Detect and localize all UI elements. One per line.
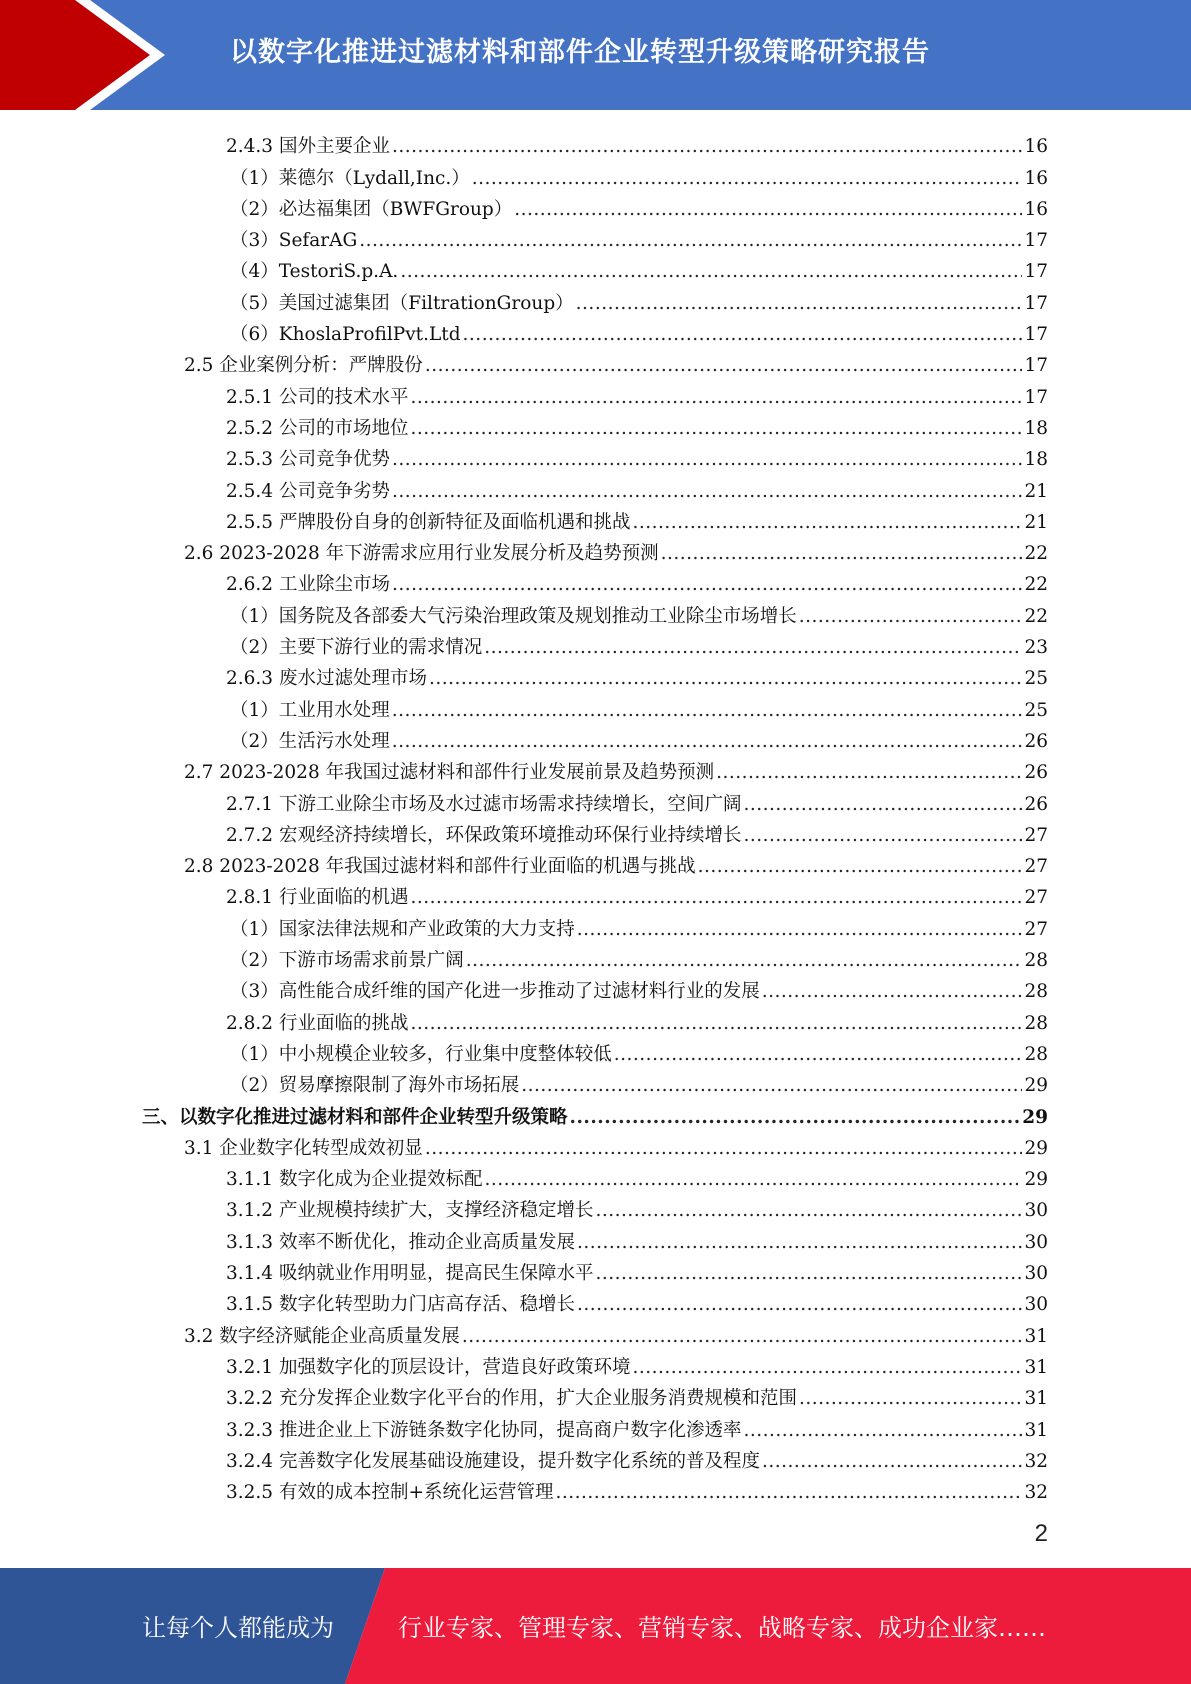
toc-entry[interactable] xyxy=(226,566,1048,597)
toc-entry[interactable] xyxy=(230,1067,1048,1098)
toc-leader-dots xyxy=(632,1356,1022,1380)
toc-entry-page: 25 xyxy=(1024,699,1048,721)
toc-entry-page: 29 xyxy=(1024,1169,1048,1191)
toc-entry-page: 32 xyxy=(1024,1450,1048,1472)
toc-leader-dots xyxy=(555,1481,1022,1505)
toc-entry-page: 30 xyxy=(1024,1263,1048,1285)
toc-entry[interactable] xyxy=(226,472,1048,503)
toc-entry-label: 2.8.2 行业面临的挑战 xyxy=(226,1012,409,1034)
toc-entry-label: 2.5.3 公司竞争优势 xyxy=(226,449,390,471)
toc-leader-dots xyxy=(614,1043,1023,1067)
toc-entry-label: 2.5.4 公司竞争劣势 xyxy=(226,480,390,502)
toc-leader-dots xyxy=(570,1106,1021,1130)
toc-entry-page: 31 xyxy=(1024,1356,1048,1378)
toc-leader-dots xyxy=(743,1419,1022,1443)
toc-entry-page: 22 xyxy=(1024,605,1048,627)
toc-entry-label: 2.8 2023-2028 年我国过滤材料和部件行业面临的机遇与挑战 xyxy=(184,856,696,878)
toc-entry[interactable] xyxy=(226,1192,1048,1223)
toc-entry-page: 18 xyxy=(1024,449,1048,471)
toc-entry-label: （4）TestoriS.p.A. xyxy=(230,261,399,283)
toc-entry[interactable] xyxy=(230,723,1048,754)
toc-leader-dots xyxy=(632,511,1022,535)
toc-leader-dots xyxy=(462,1325,1023,1349)
toc-entry-page: 28 xyxy=(1024,1012,1048,1034)
footer-slogan-right: 行业专家、管理专家、营销专家、战略专家、成功企业家…… xyxy=(398,1614,1046,1642)
toc-entry[interactable] xyxy=(184,1130,1048,1161)
toc-entry-page: 25 xyxy=(1024,668,1048,690)
page-number: 2 xyxy=(1034,1520,1048,1547)
toc-leader-dots xyxy=(410,1012,1022,1036)
toc-entry[interactable] xyxy=(226,128,1048,159)
toc-entry-page: 29 xyxy=(1022,1106,1048,1128)
toc-leader-dots xyxy=(762,1450,1022,1474)
toc-entry-page: 22 xyxy=(1024,574,1048,596)
toc-leader-dots xyxy=(392,135,1022,159)
toc-entry-label: 3.2 数字经济赋能企业高质量发展 xyxy=(184,1325,460,1347)
toc-entry-label: 3.2.1 加强数字化的顶层设计，营造良好政策环境 xyxy=(226,1356,631,1378)
toc-entry[interactable] xyxy=(184,535,1048,566)
toc-leader-dots xyxy=(392,480,1022,504)
toc-leader-dots xyxy=(400,260,1022,284)
toc-entry[interactable] xyxy=(230,942,1048,973)
toc-entry-page: 28 xyxy=(1024,1043,1048,1065)
toc-entry[interactable] xyxy=(230,911,1048,942)
toc-leader-dots xyxy=(799,1387,1022,1411)
toc-leader-dots xyxy=(514,198,1022,222)
toc-entry-label: 3.1.3 效率不断优化，推动企业高质量发展 xyxy=(226,1231,575,1253)
toc-entry-label: 3.1.4 吸纳就业作用明显，提高民生保障水平 xyxy=(226,1263,594,1285)
toc-entry-page: 31 xyxy=(1024,1419,1048,1441)
toc-entry[interactable] xyxy=(184,1317,1048,1348)
toc-entry-label: （3）SefarAG xyxy=(230,230,358,252)
toc-leader-dots xyxy=(698,855,1023,879)
toc-entry-label: （1）国家法律法规和产业政策的大力支持 xyxy=(230,918,575,940)
toc-entry-label: （2）生活污水处理 xyxy=(230,730,390,752)
toc-leader-dots xyxy=(392,730,1023,754)
toc-entry[interactable] xyxy=(226,660,1048,691)
toc-entry-label: 2.6 2023-2028 年下游需求应用行业发展分析及趋势预测 xyxy=(184,543,659,565)
toc-entry-page: 22 xyxy=(1024,543,1048,565)
toc-leader-dots xyxy=(410,386,1022,410)
toc-entry-label: 2.4.3 国外主要企业 xyxy=(226,136,390,158)
toc-entry-label: 2.5.1 公司的技术水平 xyxy=(226,386,409,408)
toc-leader-dots xyxy=(484,1168,1022,1192)
toc-entry-page: 16 xyxy=(1024,198,1048,220)
toc-entry-label: 2.7 2023-2028 年我国过滤材料和部件行业发展前景及趋势预测 xyxy=(184,762,715,784)
toc-entry[interactable] xyxy=(230,691,1048,722)
toc-entry-page: 21 xyxy=(1024,480,1048,502)
toc-leader-dots xyxy=(576,292,1023,316)
toc-entry-page: 30 xyxy=(1024,1231,1048,1253)
toc-entry-page: 16 xyxy=(1024,167,1048,189)
toc-entry-page: 29 xyxy=(1024,1137,1048,1159)
footer-slogan-left: 让每个人都能成为 xyxy=(142,1614,334,1642)
toc-entry[interactable] xyxy=(226,1349,1048,1380)
footer-banner xyxy=(0,1568,1191,1684)
toc-leader-dots xyxy=(429,667,1022,691)
toc-entry[interactable] xyxy=(184,754,1048,785)
toc-entry-label: 3.2.2 充分发挥企业数字化平台的作用，扩大企业服务消费规模和范围 xyxy=(226,1388,797,1410)
toc-leader-dots xyxy=(392,573,1022,597)
toc-entry[interactable] xyxy=(230,159,1048,190)
toc-entry[interactable] xyxy=(230,285,1048,316)
toc-entry-page: 29 xyxy=(1024,1075,1048,1097)
toc-entry[interactable] xyxy=(184,347,1048,378)
toc-entry-label: 三、以数字化推进过滤材料和部件企业转型升级策略 xyxy=(142,1106,568,1128)
toc-entry-page: 17 xyxy=(1024,386,1048,408)
toc-entry-label: 2.8.1 行业面临的机遇 xyxy=(226,887,409,909)
toc-entry-label: （2）必达福集团（BWFGroup） xyxy=(230,198,513,220)
toc-entry-label: （5）美国过滤集团（FiltrationGroup） xyxy=(230,292,574,314)
toc-entry[interactable] xyxy=(230,598,1048,629)
toc-entry[interactable] xyxy=(142,1098,1048,1129)
toc-entry[interactable] xyxy=(226,504,1048,535)
toc-entry-page: 21 xyxy=(1024,511,1048,533)
toc-entry-label: 2.5 企业案例分析：严牌股份 xyxy=(184,355,423,377)
toc-leader-dots xyxy=(799,605,1023,629)
toc-leader-dots xyxy=(392,699,1023,723)
toc-leader-dots xyxy=(595,1199,1022,1223)
toc-entry-label: 2.7.1 下游工业除尘市场及水过滤市场需求持续增长，空间广阔 xyxy=(226,793,742,815)
toc-entry[interactable] xyxy=(230,629,1048,660)
toc-entry-page: 32 xyxy=(1024,1482,1048,1504)
toc-entry[interactable] xyxy=(226,1004,1048,1035)
header-banner xyxy=(0,0,1191,110)
toc-entry-page: 30 xyxy=(1024,1294,1048,1316)
toc-entry-label: 3.1.5 数字化转型助力门店高存活、稳增长 xyxy=(226,1294,575,1316)
toc-entry[interactable] xyxy=(226,1286,1048,1317)
toc-leader-dots xyxy=(716,761,1022,785)
toc-entry-page: 17 xyxy=(1024,230,1048,252)
toc-leader-dots xyxy=(762,980,1023,1004)
toc-entry[interactable] xyxy=(226,1474,1048,1505)
toc-entry[interactable] xyxy=(230,973,1048,1004)
toc-leader-dots xyxy=(359,229,1022,253)
toc-entry-label: （6）KhoslaProfilPvt.Ltd xyxy=(230,324,461,346)
toc-leader-dots xyxy=(466,949,1023,973)
toc-leader-dots xyxy=(577,1293,1022,1317)
toc-entry[interactable] xyxy=(230,191,1048,222)
toc-leader-dots xyxy=(410,886,1022,910)
toc-entry[interactable] xyxy=(226,1380,1048,1411)
toc-entry[interactable] xyxy=(226,785,1048,816)
toc-entry[interactable] xyxy=(226,1443,1048,1474)
toc-entry-label: 2.6.3 废水过滤处理市场 xyxy=(226,668,427,690)
toc-entry[interactable] xyxy=(230,1036,1048,1067)
toc-leader-dots xyxy=(484,636,1022,660)
toc-leader-dots xyxy=(463,323,1023,347)
toc-leader-dots xyxy=(521,1074,1022,1098)
toc-leader-dots xyxy=(425,354,1023,378)
toc-entry-page: 31 xyxy=(1024,1388,1048,1410)
toc-entry-label: 3.1.2 产业规模持续扩大，支撑经济稳定增长 xyxy=(226,1200,594,1222)
toc-entry-label: （2）下游市场需求前景广阔 xyxy=(230,950,464,972)
toc-entry-page: 17 xyxy=(1024,324,1048,346)
toc-entry[interactable] xyxy=(230,316,1048,347)
toc-entry-label: 3.2.3 推进企业上下游链条数字化协同，提高商户数字化渗透率 xyxy=(226,1419,742,1441)
toc-entry-label: 3.2.5 有效的成本控制+系统化运营管理 xyxy=(226,1482,554,1504)
toc-entry-label: （1）莱德尔（Lydall,Inc.） xyxy=(230,167,470,189)
toc-entry[interactable] xyxy=(226,378,1048,409)
toc-entry-label: 2.5.5 严牌股份自身的创新特征及面临机遇和挑战 xyxy=(226,511,631,533)
toc-entry-label: （2）贸易摩擦限制了海外市场拓展 xyxy=(230,1075,520,1097)
toc-leader-dots xyxy=(743,824,1022,848)
toc-entry-label: （3）高性能合成纤维的国产化进一步推动了过滤材料行业的发展 xyxy=(230,981,760,1003)
toc-entry[interactable] xyxy=(226,1161,1048,1192)
toc-leader-dots xyxy=(392,448,1022,472)
toc-entry-page: 26 xyxy=(1024,762,1048,784)
toc-entry-page: 31 xyxy=(1024,1325,1048,1347)
toc-entry-page: 23 xyxy=(1024,637,1048,659)
toc-leader-dots xyxy=(577,1231,1022,1255)
toc-entry[interactable] xyxy=(230,253,1048,284)
toc-entry[interactable] xyxy=(226,1255,1048,1286)
toc-entry[interactable] xyxy=(226,1224,1048,1255)
toc-entry-page: 26 xyxy=(1024,730,1048,752)
report-title: 以数字化推进过滤材料和部件企业转型升级策略研究报告 xyxy=(230,37,930,68)
toc-entry[interactable] xyxy=(226,817,1048,848)
toc-entry[interactable] xyxy=(226,1411,1048,1442)
toc-entry-page: 27 xyxy=(1024,918,1048,940)
toc-entry-page: 16 xyxy=(1024,136,1048,158)
toc-entry-page: 30 xyxy=(1024,1200,1048,1222)
toc-entry-label: 2.7.2 宏观经济持续增长，环保政策环境推动环保行业持续增长 xyxy=(226,824,742,846)
toc-entry-page: 18 xyxy=(1024,417,1048,439)
toc-leader-dots xyxy=(472,167,1023,191)
toc-entry-label: 2.5.2 公司的市场地位 xyxy=(226,417,409,439)
toc-entry-page: 27 xyxy=(1024,824,1048,846)
toc-entry-page: 28 xyxy=(1024,950,1048,972)
toc-entry-label: 3.1 企业数字化转型成效初显 xyxy=(184,1137,423,1159)
toc-entry-label: （1）工业用水处理 xyxy=(230,699,390,721)
toc-entry[interactable] xyxy=(226,410,1048,441)
toc-entry-page: 27 xyxy=(1024,856,1048,878)
toc-leader-dots xyxy=(661,542,1023,566)
toc-leader-dots xyxy=(410,417,1022,441)
toc-entry[interactable] xyxy=(226,441,1048,472)
toc-entry-page: 27 xyxy=(1024,887,1048,909)
toc-entry-page: 28 xyxy=(1024,981,1048,1003)
toc-entry-label: 3.2.4 完善数字化发展基础设施建设，提升数字化系统的普及程度 xyxy=(226,1450,760,1472)
toc-entry-label: （1）国务院及各部委大气污染治理政策及规划推动工业除尘市场增长 xyxy=(230,605,797,627)
toc-entry[interactable] xyxy=(230,222,1048,253)
toc-entry-page: 17 xyxy=(1024,355,1048,377)
toc-leader-dots xyxy=(743,793,1022,817)
toc-entry-page: 17 xyxy=(1024,261,1048,283)
toc-leader-dots xyxy=(577,918,1023,942)
toc-entry-page: 17 xyxy=(1024,292,1048,314)
toc-entry-label: 2.6.2 工业除尘市场 xyxy=(226,574,390,596)
toc-entry-label: （1）中小规模企业较多，行业集中度整体较低 xyxy=(230,1043,612,1065)
toc-entry[interactable] xyxy=(184,848,1048,879)
toc-entry-page: 26 xyxy=(1024,793,1048,815)
toc-entry-label: （2）主要下游行业的需求情况 xyxy=(230,637,483,659)
toc-entry-label: 3.1.1 数字化成为企业提效标配 xyxy=(226,1169,483,1191)
toc-entry[interactable] xyxy=(226,879,1048,910)
toc-leader-dots xyxy=(595,1262,1022,1286)
toc-leader-dots xyxy=(425,1137,1023,1161)
